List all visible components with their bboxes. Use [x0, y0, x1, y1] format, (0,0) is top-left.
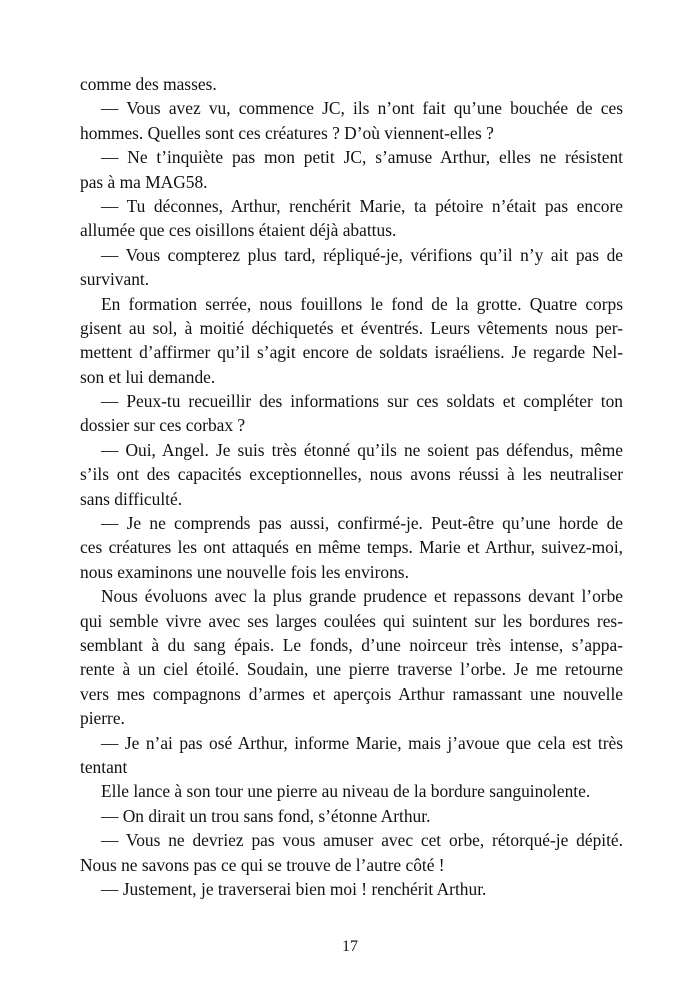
text-line: En formation serrée, nous fouillons le fond de la grotte. Quatre corps [101, 293, 623, 314]
text-line: sans difficulté. [80, 488, 183, 509]
text-line: allumée que ces oisillons étaient déjà abattus. [80, 220, 397, 241]
text-line: Nous évoluons avec la plus grande prudence et repassons devant l’orbe [101, 586, 623, 607]
text-line: gisent au sol, à moitié déchiquetés et éventrés. Leurs vêtements nous per- [80, 317, 623, 338]
text-line: — Justement, je traverserai bien moi ! renchérit Arthur. [101, 878, 487, 899]
text-line: semblant à du sang épais. Le fonds, d’une noirceur très intense, s’appa- [80, 634, 623, 655]
text-line: son et lui demande. [80, 366, 216, 387]
text-line: nous examinons une nouvelle fois les environs. [80, 561, 409, 582]
text-line: — Peux-tu recueillir des informations sur ces soldats et compléter ton [101, 391, 623, 412]
text-line: pas à ma MAG58. [80, 171, 208, 192]
text-line: — Oui, Angel. Je suis très étonné qu’ils ne soient pas défendus, même [101, 439, 623, 460]
text-line: Nous ne savons pas ce qui se trouve de l’autre côté ! [80, 854, 445, 875]
text-line: rente à un ciel étoilé. Soudain, une pierre traverse l’orbe. Je me retourne [80, 659, 623, 680]
text-line: — Vous ne devriez pas vous amuser avec cet orbe, rétorqué-je dépité. [101, 830, 623, 851]
text-line: mettent d’affirmer qu’il s’agit encore de soldats israéliens. Je regarde Nel- [80, 342, 623, 363]
text-line: hommes. Quelles sont ces créatures ? D’où viennent-elles ? [80, 122, 494, 143]
text-line: survivant. [80, 269, 150, 290]
text-line: pierre. [80, 708, 125, 729]
text-line: Elle lance à son tour une pierre au niveau de la bordure sanguinolente. [101, 781, 591, 802]
text-line: dossier sur ces corbax ? [80, 415, 246, 436]
text-line: qui semble vivre avec ses larges coulées qui suintent sur les bordures res- [80, 610, 623, 631]
text-line: ces créatures les ont attaqués en même temps. Marie et Arthur, suivez-moi, [80, 537, 623, 558]
text-line: — On dirait un trou sans fond, s’étonne Arthur. [101, 805, 431, 826]
text-line: — Tu déconnes, Arthur, renchérit Marie, ta pétoire n’était pas encore [101, 195, 623, 216]
text-line: tentant [80, 756, 128, 777]
text-line: vers mes compagnons d’armes et aperçois Arthur ramassant une nouvelle [80, 683, 623, 704]
text-line: — Ne t’inquiète pas mon petit JC, s’amuse Arthur, elles ne résistent [101, 147, 623, 168]
text-line: — Je ne comprends pas aussi, confirmé-je. Peut-être qu’une horde de [101, 513, 623, 534]
page-number: 17 [342, 938, 358, 955]
page-body [80, 72, 623, 901]
text-line: — Je n’ai pas osé Arthur, informe Marie, mais j’avoue que cela est très [101, 732, 623, 753]
text-line: s’ils ont des capacités exceptionnelles, nous avons réussi à les neutraliser [80, 464, 623, 485]
text-line: — Vous avez vu, commence JC, ils n’ont fait qu’une bouchée de ces [101, 98, 623, 119]
text-line: — Vous compterez plus tard, répliqué-je, vérifions qu’il n’y ait pas de [101, 244, 623, 265]
text-line: comme des masses. [80, 74, 217, 94]
